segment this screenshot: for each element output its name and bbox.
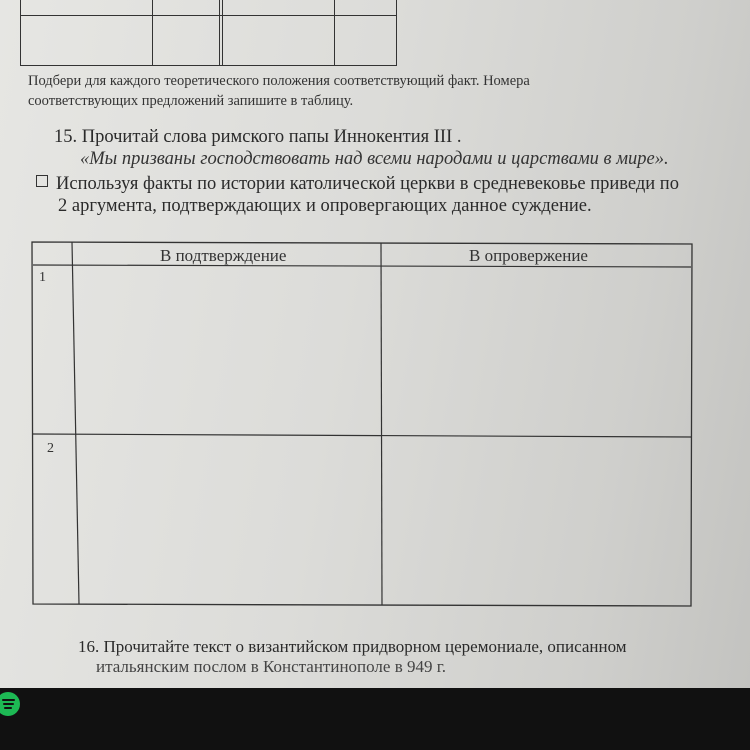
top-table-header-position-2 [220, 0, 335, 16]
top-table-cell [335, 16, 397, 66]
top-table-left [20, 0, 223, 66]
instruction-line-1: Подбери для каждого теоретического положения соответствующий факт. Номера [28, 73, 530, 89]
question-15-quote: «Мы призваны господствовать над всеми народами и царствами в мире». [80, 149, 669, 169]
header-refute: В опровержение [469, 246, 588, 265]
top-table-cell [152, 16, 222, 66]
top-table-header-fact-2 [335, 0, 397, 16]
row-number-2: 2 [47, 441, 54, 456]
taskbar [0, 688, 750, 750]
question-15-task [36, 173, 716, 217]
top-table-cell [220, 16, 335, 66]
argument-table [32, 240, 692, 608]
top-table-header-position-1 [21, 0, 153, 16]
spotify-icon-wave-3 [4, 707, 12, 709]
task-line-2: 2 аргумента, подтверждающих и опровергающих данное суждение. [58, 196, 592, 216]
header-confirm: В подтверждение [160, 246, 287, 265]
row-number-1: 1 [39, 270, 46, 285]
spotify-icon-wave-2 [3, 703, 14, 705]
argument-table-grid [32, 240, 692, 608]
checkbox-icon [36, 175, 48, 187]
spotify-icon-wave-1 [2, 699, 15, 701]
instruction-line-2: соответствующих предложений запишите в таблицу. [28, 93, 354, 109]
top-table-cell [21, 16, 153, 66]
question-16-line-2: итальянским послом в Константинополе в 949 г. [96, 657, 447, 676]
question-16-title: 16. Прочитайте текст о византийском придворном церемониале, описанном [78, 637, 627, 656]
instruction-text [28, 71, 648, 111]
question-15-title: 15. Прочитай слова римского папы Иннокентия III . [54, 127, 462, 147]
top-table-right [219, 0, 397, 66]
task-line-1: Используя факты по истории католической церкви в средневековье приведи по [56, 174, 679, 194]
top-table-header-fact-1 [152, 0, 222, 16]
